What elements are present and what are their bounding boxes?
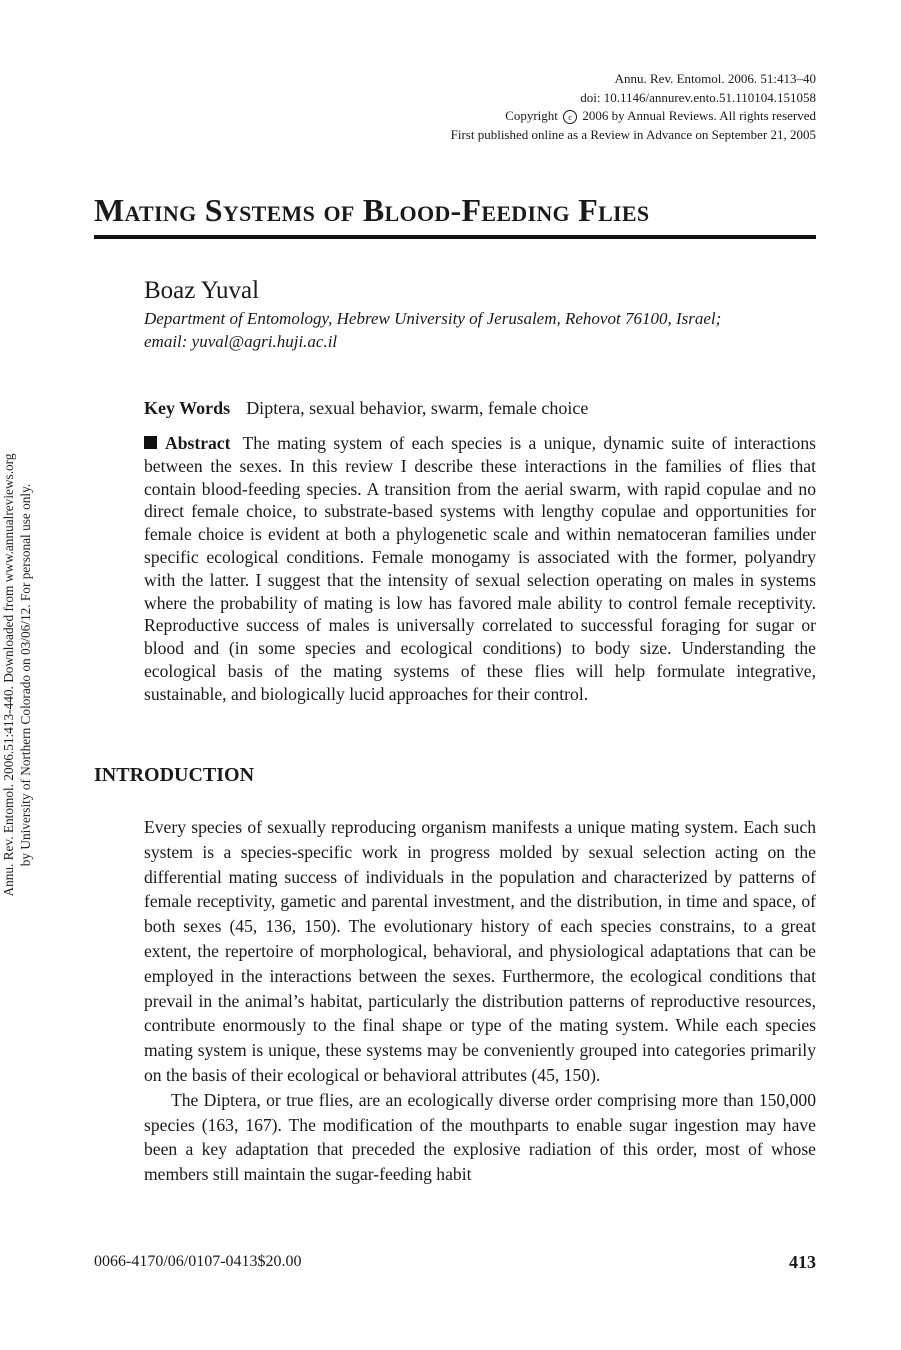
keywords [144,398,588,419]
journal-citation: Annu. Rev. Entomol. 2006. 51:413–40 [614,71,816,86]
title-rule [94,235,816,239]
copyright-line [316,107,816,126]
keywords-label: Key Words [144,398,231,418]
author-affiliation [144,307,824,353]
copyright-icon: c [563,110,577,124]
published-online: First published online as a Review in Advance on September 21, 2005 [450,126,816,142]
body-text [144,815,816,1187]
paragraph: The Diptera, or true flies, are an ecologically diverse order comprising more than 150,000 species (163, 167). The modification of the mouthparts to enable sugar ingestion may have been a key adaptation that preceded the explosive radiation of this order, most of whose members still maintain the sugar-feeding habit [144,1089,816,1185]
abstract-text: The mating system of each species is a unique, dynamic suite of interactions between the sexes. In this review I describe these interactions in the families of flies that contain blood-feeding species. A transition from the aerial swarm, with rapid copulae and no direct female choice, to substrate-based systems with lengthy copulae and opportunities for female choice is evident at both a phylogenetic scale and within nematoceran families under specific ecological conditions. Female monogamy is associated with the former, polyandry with the latter. I suggest that the intensity of sexual selection operating on males in systems where the probability of mating is low has favored male ability to control female receptivity. Reproductive success of males is universally correlated to successful foraging for sugar or blood and (in some species and ecological conditions) to body size. Understanding the ecological basis of the mating systems of these flies will help formulate integrative, sustainable, and biologically lucid approaches for their control. [144,433,816,704]
affiliation-line: Department of Entomology, Hebrew University of Jerusalem, Rehovot 76100, Israel; [144,309,722,328]
page-number: 413 [789,1252,816,1272]
download-watermark-line: Annu. Rev. Entomol. 2006.51:413-440. Downloaded from www.annualreviews.org [1,453,16,897]
doi: doi: 10.1146/annurev.ento.51.110104.151058 [580,89,816,105]
footer-code: 0066-4170/06/0107-0413$20.00 [94,1253,302,1270]
paragraph: Every species of sexually reproducing organism manifests a unique mating system. Each such system is a species-specific work in progress molded by sexual selection acting on the differential mating success of individuals in the population and characterized by patterns of female receptivity, gametic and parental investment, and the distribution, in time and space, of both sexes (45, 136, 150). The evolutionary history of each species constrains, to a great extent, the repertoire of morphological, behavioral, and physiological adaptations that can be employed in the interactions between the sexes. Furthermore, the ecological conditions that prevail in the animal’s habitat, particularly the distribution patterns of reproductive resources, contribute enormously to the final shape or type of the mating system. While each species mating system is unique, these systems may be conveniently grouped into categories primarily on the basis of their ecological or behavioral attributes (45, 150). [144,817,816,1085]
copyright-prefix: Copyright [505,108,558,123]
abstract-label: Abstract [165,433,231,453]
article-header-meta [316,70,816,144]
abstract [144,432,816,706]
square-bullet-icon [144,436,157,449]
download-watermark-line: by University of Northern Colorado on 03/06/12. For personal use only. [18,483,33,867]
author-email: email: yuval@agri.huji.ac.il [144,332,338,351]
section-heading: INTRODUCTION [94,764,255,786]
keywords-text: Diptera, sexual behavior, swarm, female choice [246,398,589,418]
author-name: Boaz Yuval [144,277,260,304]
download-watermark [0,395,44,955]
article-title: Mating Systems of Blood-Feeding Flies [94,192,650,228]
copyright-suffix: 2006 by Annual Reviews. All rights reserved [582,108,816,123]
